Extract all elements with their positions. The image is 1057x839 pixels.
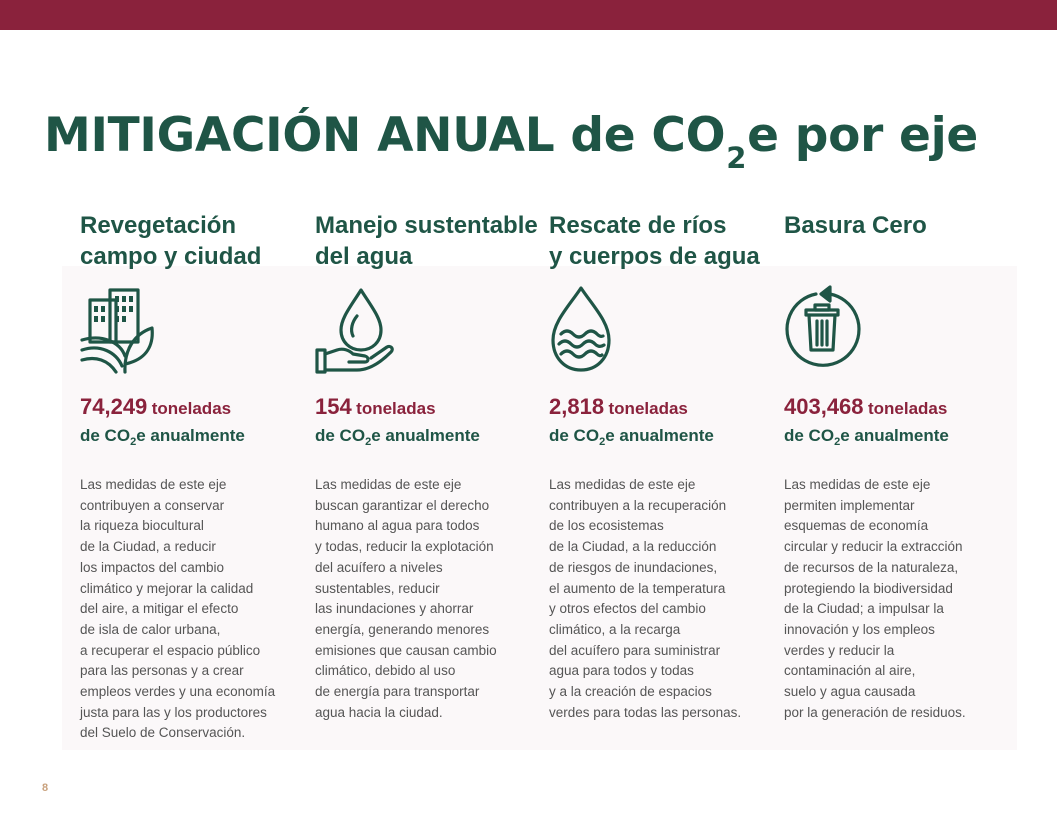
description-line: buscan garantizar el derecho xyxy=(315,497,490,513)
description-line: suelo y agua causada xyxy=(784,684,916,700)
axis-description xyxy=(549,475,781,723)
description-line: de energía para transportar xyxy=(315,684,480,700)
stat-value: 74,249 xyxy=(80,394,148,419)
axis-title-line: campo y ciudad xyxy=(80,243,262,270)
description-line: por la generación de residuos. xyxy=(784,704,966,720)
description-line: de isla de calor urbana, xyxy=(80,621,221,637)
description-line: los impactos del cambio xyxy=(80,559,225,575)
description-line: contribuyen a conservar xyxy=(80,497,225,513)
stat-unit: toneladas xyxy=(867,399,948,418)
description-line: del Suelo de Conservación. xyxy=(80,725,246,741)
stat-unit-prefix: de CO xyxy=(315,426,366,445)
stat-unit-prefix: de CO xyxy=(549,426,600,445)
title-prefix: MITIGACIÓN ANUAL de CO xyxy=(44,108,726,163)
description-line: circular y reducir la extracción xyxy=(784,539,963,555)
axis-title xyxy=(315,210,543,276)
stat-value: 154 xyxy=(315,394,352,419)
description-line: Las medidas de este eje xyxy=(784,477,931,492)
stat-unit-line xyxy=(315,426,480,446)
description-line: climático y mejorar la calidad xyxy=(80,580,254,596)
description-line: del acuífero a niveles xyxy=(315,559,443,575)
description-line: contribuyen a la recuperación xyxy=(549,497,727,513)
stat-unit-suffix: e anualmente xyxy=(136,426,245,445)
description-line: de la Ciudad, a la reducción xyxy=(549,539,717,555)
description-line: para las personas y a crear xyxy=(80,663,244,679)
description-line: y a la creación de espacios xyxy=(549,684,712,700)
axis-title-line: y cuerpos de agua xyxy=(549,243,760,270)
description-line: de recursos de la naturaleza, xyxy=(784,559,959,575)
description-line: Las medidas de este eje xyxy=(315,477,462,492)
stat-unit: toneladas xyxy=(151,399,232,418)
axis-rescate-rios xyxy=(549,210,777,720)
stat-unit-line xyxy=(80,426,245,446)
stat-unit-suffix: e anualmente xyxy=(371,426,480,445)
stat-unit-subscript: 2 xyxy=(834,436,841,448)
stat-unit-line xyxy=(549,426,714,446)
axis-title-line: del agua xyxy=(315,243,413,270)
description-line: empleos verdes y una economía xyxy=(80,684,276,700)
stat-unit: toneladas xyxy=(356,399,436,418)
description-line: protegiendo la biodiversidad xyxy=(784,580,953,596)
stat-unit-prefix: de CO xyxy=(80,426,131,445)
description-line: del aire, a mitigar el efecto xyxy=(80,601,239,617)
axis-description xyxy=(315,475,547,723)
axis-title xyxy=(80,210,308,276)
description-line: del acuífero para suministrar xyxy=(549,642,721,658)
recycle-trash-icon xyxy=(780,284,864,376)
description-line: climático, a la recarga xyxy=(549,621,681,637)
description-line: y todas, reducir la explotación xyxy=(315,539,494,555)
description-line: de los ecosistemas xyxy=(549,518,664,534)
description-line: permiten implementar xyxy=(784,497,915,513)
description-line: de la Ciudad, a reducir xyxy=(80,539,216,555)
stat-unit-subscript: 2 xyxy=(130,436,137,448)
axis-description xyxy=(80,475,312,744)
title-suffix: e por eje xyxy=(747,108,979,163)
page-title xyxy=(44,108,979,175)
building-plant-icon xyxy=(80,284,164,376)
stat-unit-suffix: e anualmente xyxy=(840,426,949,445)
axis-basura-cero xyxy=(784,210,1012,720)
axis-title xyxy=(549,210,777,276)
stat-unit-subscript: 2 xyxy=(599,436,606,448)
description-line: de riesgos de inundaciones, xyxy=(549,559,718,575)
description-line: el aumento de la temperatura xyxy=(549,580,726,596)
axis-description xyxy=(784,475,1016,723)
description-line: Las medidas de este eje xyxy=(549,477,696,492)
description-line: las inundaciones y ahorrar xyxy=(315,601,474,617)
stat-unit-suffix: e anualmente xyxy=(605,426,714,445)
stat-value-line xyxy=(315,394,436,420)
description-line: sustentables, reducir xyxy=(315,580,440,596)
axis-title xyxy=(784,210,1012,276)
description-line: la riqueza biocultural xyxy=(80,518,204,534)
description-line: innovación y los empleos xyxy=(784,621,935,637)
axis-manejo-agua xyxy=(315,210,543,720)
hand-water-drop-icon xyxy=(315,284,399,376)
description-line: justa para las y los productores xyxy=(80,704,267,720)
description-line: verdes y reducir la xyxy=(784,642,895,658)
stat-value-line xyxy=(549,394,688,420)
description-line: climático, debido al uso xyxy=(315,663,456,679)
axis-revegetacion xyxy=(80,210,308,741)
stat-value: 2,818 xyxy=(549,394,605,419)
page-number: 8 xyxy=(42,782,49,794)
stat-unit-prefix: de CO xyxy=(784,426,835,445)
stat-value: 403,468 xyxy=(784,394,864,419)
axis-title-line: Manejo sustentable xyxy=(315,212,538,239)
top-bar xyxy=(0,0,1057,30)
description-line: agua para todos y todas xyxy=(549,663,694,679)
description-line: esquemas de economía xyxy=(784,518,929,534)
axis-title-line: Revegetación xyxy=(80,212,237,239)
stat-value-line xyxy=(784,394,947,420)
stat-unit-line xyxy=(784,426,949,446)
description-line: emisiones que causan cambio xyxy=(315,642,497,658)
axis-title-line: Basura Cero xyxy=(784,212,927,239)
description-line: verdes para todas las personas. xyxy=(549,704,742,720)
description-line: agua hacia la ciudad. xyxy=(315,704,443,720)
description-line: energía, generando menores xyxy=(315,621,490,637)
stat-unit-subscript: 2 xyxy=(365,436,372,448)
description-line: Las medidas de este eje xyxy=(80,477,227,492)
description-line: y otros efectos del cambio xyxy=(549,601,706,617)
stat-unit: toneladas xyxy=(608,399,688,418)
description-line: humano al agua para todos xyxy=(315,518,480,534)
description-line: a recuperar el espacio público xyxy=(80,642,261,658)
description-line: de la Ciudad; a impulsar la xyxy=(784,601,944,617)
stat-value-line xyxy=(80,394,231,420)
axis-title-line: Rescate de ríos xyxy=(549,212,727,239)
description-line: contaminación al aire, xyxy=(784,663,916,679)
title-subscript: 2 xyxy=(726,141,747,175)
water-drop-waves-icon xyxy=(549,284,633,376)
